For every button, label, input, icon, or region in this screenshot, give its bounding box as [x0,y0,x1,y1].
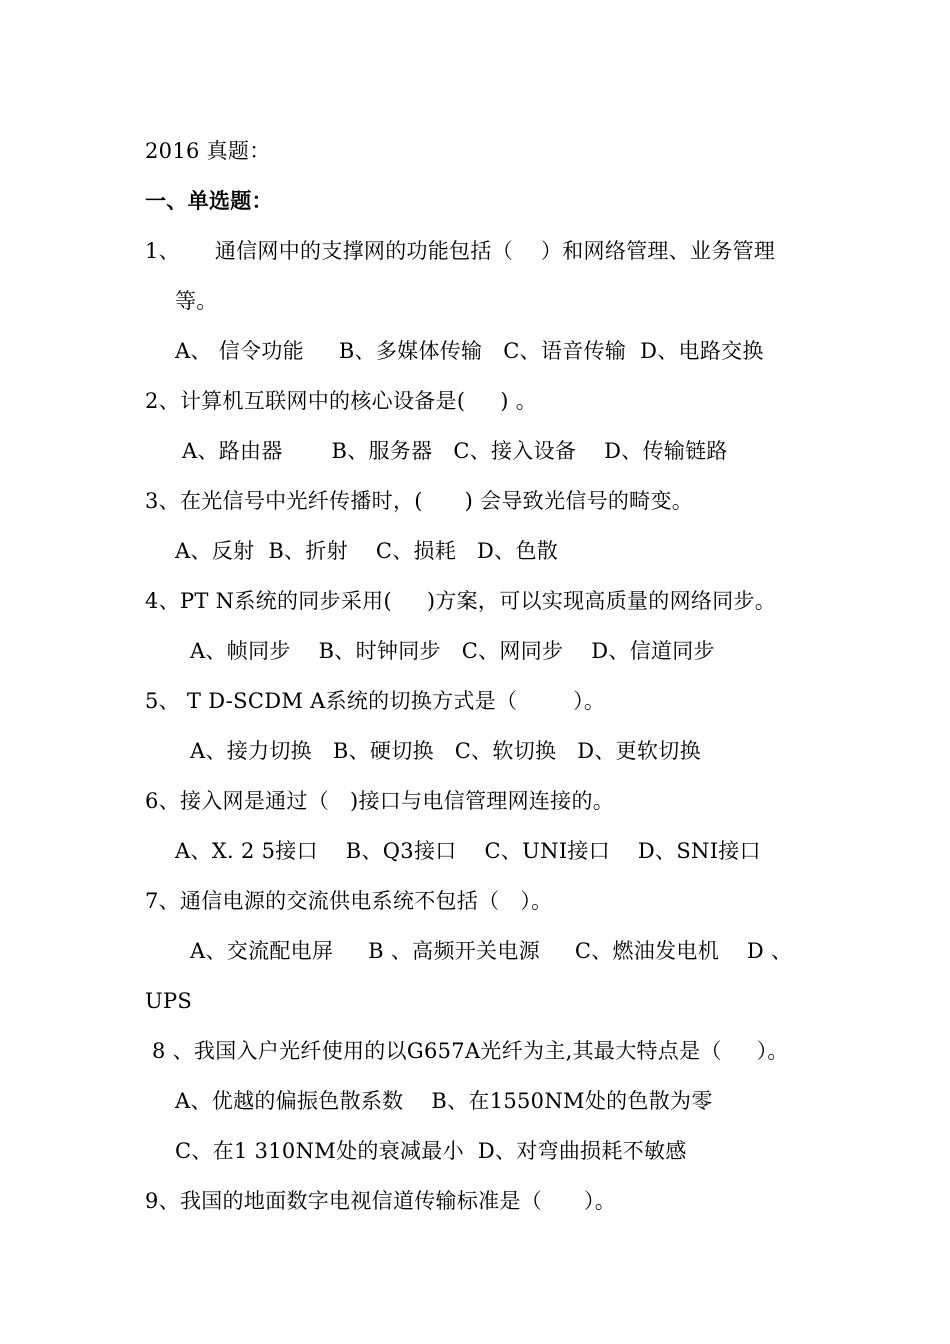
section-heading: 一、单选题： [145,188,273,213]
question-3-options: A、反射 B、折射 C、损耗 D、色散 [175,539,559,563]
question-7-options-cont: UPS [145,989,193,1013]
question-8-options-2: C、在1 310NM处的衰减最小 D、对弯曲损耗不敏感 [175,1139,687,1163]
doc-title: 2016 真题： [145,139,271,163]
question-7-options: A、交流配电屏 B 、高频开关电源 C、燃油发电机 D 、 [190,939,793,963]
question-6-line-1: 6、接入网是通过（ )接口与电信管理网连接的。 [145,789,615,813]
question-2-line-1: 2、计算机互联网中的核心设备是( ) 。 [145,389,537,413]
question-1-line-1: 1、 通信网中的支撑网的功能包括（ ）和网络管理、业务管理 [145,239,776,263]
question-2-options: A、路由器 B、服务器 C、接入设备 D、传输链路 [175,439,728,463]
question-8-options-1: A、优越的偏振色散系数 B、在1550NM处的色散为零 [175,1089,713,1113]
question-7-line-1: 7、通信电源的交流供电系统不包括（ ）。 [145,889,553,913]
question-8-line-1: 8 、我国入户光纤使用的以G657A光纤为主,其最大特点是（ ）。 [145,1039,789,1063]
question-5-line-1: 5、 T D-SCDM A系统的切换方式是（ ）。 [145,689,606,713]
question-1-line-2: 等。 [175,289,218,313]
question-4-line-1: 4、PT N系统的同步采用( )方案，可以实现高质量的网络同步。 [145,589,777,613]
question-6-options: A、X. 2 5接口 B、Q3接口 C、UNI接口 D、SNI接口 [175,839,761,863]
question-3-line-1: 3、在光信号中光纤传播时，( ) 会导致光信号的畸变。 [145,489,694,513]
question-9-line-1: 9、我国的地面数字电视信道传输标准是（ ）。 [145,1189,617,1213]
question-1-options: A、 信令功能 B、多媒体传输 C、语音传输 D、电路交换 [175,339,764,363]
question-4-options: A、帧同步 B、时钟同步 C、网同步 D、信道同步 [190,639,715,663]
question-5-options: A、接力切换 B、硬切换 C、软切换 D、更软切换 [190,739,701,763]
